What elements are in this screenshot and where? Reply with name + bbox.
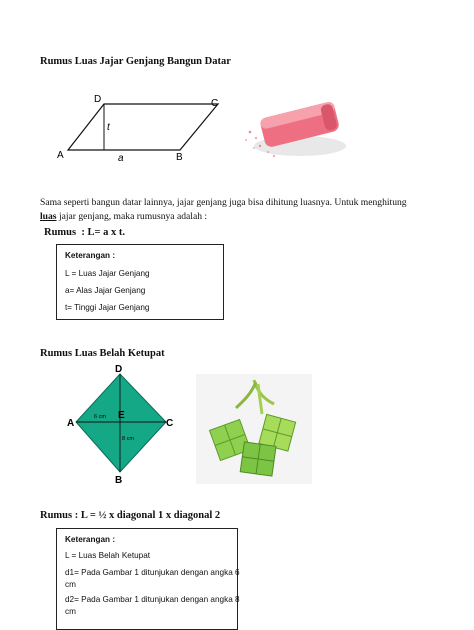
paragraph-line-2 <box>40 210 440 224</box>
vertex-d-label: D <box>115 364 123 375</box>
eraser-image <box>234 88 362 166</box>
vertex-b-label: B <box>115 475 123 486</box>
formula-rhombus: Rumus : L = ½ x diagonal 1 x diagonal 2 <box>40 510 221 521</box>
legend-line: L = Luas Jajar Genjang <box>65 269 150 278</box>
vertex-c-label: C <box>211 98 219 109</box>
rhombus-figure <box>62 360 184 486</box>
paragraph-line-1: Sama seperti bangun datar lainnya, jajar genjang juga bisa dihitung luasnya. Untuk menghitung <box>40 197 407 208</box>
legend-line: cm <box>65 607 76 616</box>
legend-line: a= Alas Jajar Genjang <box>65 286 146 295</box>
legend-title: Keterangan : <box>65 251 116 260</box>
vertex-a-label: A <box>57 150 64 161</box>
luas-link[interactable]: luas <box>40 211 57 222</box>
legend-box-parallelogram <box>56 244 224 320</box>
section-heading-rhombus: Rumus Luas Belah Ketupat <box>40 348 165 359</box>
ketupat-image <box>196 374 312 484</box>
vertex-b-label: B <box>176 152 183 163</box>
legend-line: L = Luas Belah Ketupat <box>65 551 151 560</box>
diagonal-2-label: 8 cm <box>122 436 134 442</box>
formula-parallelogram: Rumus : L= a x t. <box>44 227 125 238</box>
parallelogram-shape <box>68 104 218 150</box>
legend-line: d2= Pada Gambar 1 ditunjukan dengan angka 8 <box>65 595 240 604</box>
legend-line: t= Tinggi Jajar Genjang <box>65 303 150 312</box>
base-a-label: a <box>118 153 124 164</box>
parallelogram-figure <box>54 92 224 164</box>
section-heading-parallelogram: Rumus Luas Jajar Genjang Bangun Datar <box>40 56 231 67</box>
legend-title: Keterangan : <box>65 535 116 544</box>
vertex-c-label: C <box>166 418 174 429</box>
vertex-a-label: A <box>67 418 75 429</box>
diagonal-1-label: 6 cm <box>94 414 106 420</box>
intro-paragraph <box>40 196 440 224</box>
legend-box-rhombus <box>56 528 238 630</box>
center-e-label: E <box>118 410 125 421</box>
height-t-label: t <box>107 122 110 133</box>
legend-line: cm <box>65 580 76 589</box>
vertex-d-label: D <box>94 94 102 105</box>
rhombus-shape <box>76 374 166 472</box>
legend-line: d1= Pada Gambar 1 ditunjukan dengan angka 6 <box>65 568 240 577</box>
paragraph-line-2-text: jajar genjang, maka rumusnya adalah : <box>56 211 208 222</box>
